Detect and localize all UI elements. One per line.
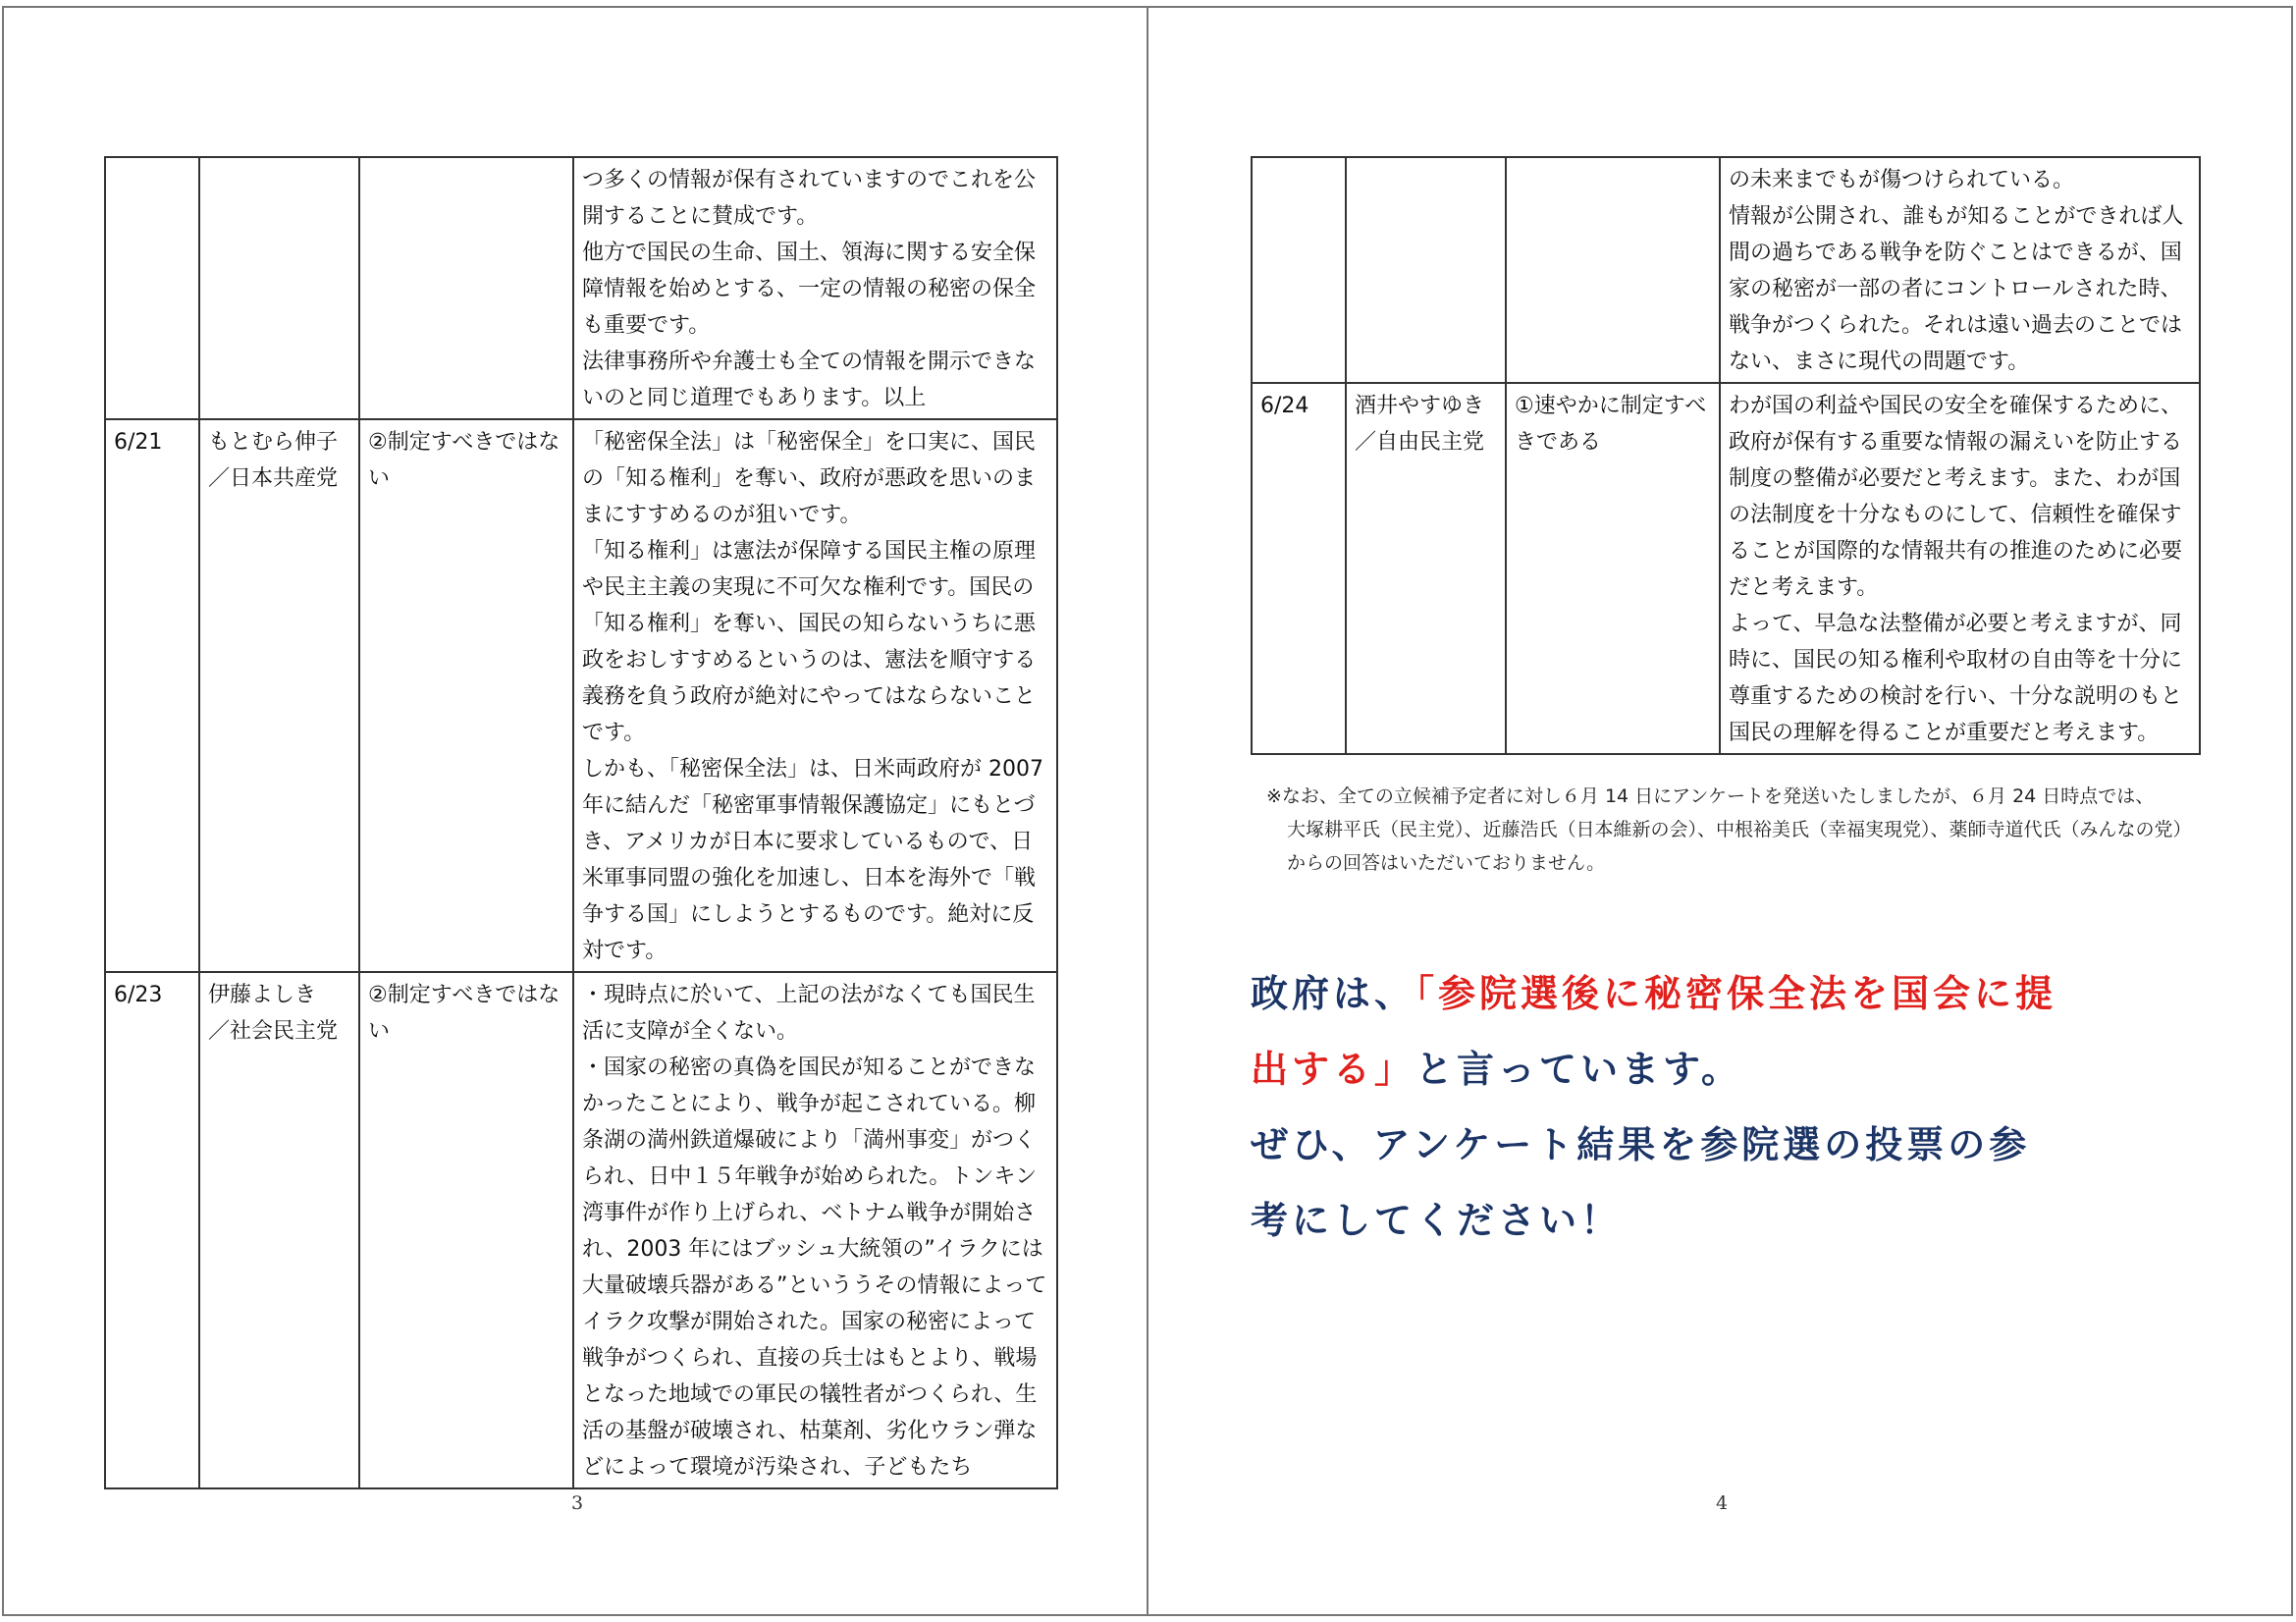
page-3 — [2, 6, 1148, 1616]
answer-paragraph: の未来までもが傷つけられている。 — [1729, 168, 2075, 192]
date-cell — [1252, 157, 1346, 383]
position-cell — [359, 157, 573, 419]
answer-paragraph: ・国家の秘密の真偽を国民が知ることができなかったことにより、戦争が起こされている。柳条湖の満州鉄道爆破により「満州事変」がつくられ、日中１５年戦争が始められた。トンキン湾事件が作り上げられ、ベトナム戦争が開始され、2003 年にはブッシュ大統領の”イラクには大量破壊兵器がある”といううその情報によってイラク攻撃が開始された。国家の秘密によって戦争がつくられ、直接の兵士はもとより、戦場となった地域での軍民の犠牲者がつくられ、生活の基盤が破壊され、枯葉剤、劣化ウラン弾などによって環境が汚染され、子どもたち — [582, 1055, 1047, 1480]
candidate-cell — [1346, 383, 1506, 754]
answer-paragraph: 情報が公開され、誰もが知ることができれば人間の過ちである戦争を防ぐことはできるが、国家の秘密が一部の者にコントロールされた時、戦争がつくられた。それは遠い過去のことではない、まさに現代の問題です。 — [1729, 204, 2184, 374]
callout-line — [1251, 956, 2262, 1032]
callout-line — [1251, 1032, 2262, 1108]
position-cell — [1506, 157, 1720, 383]
survey-table-page-4 — [1251, 156, 2201, 755]
candidate-name: 酒井やすゆき — [1355, 394, 1485, 418]
answer-paragraph: しかも、「秘密保全法」は、日米両政府が 2007 年に結んだ「秘密軍事情報保護協定」にもとづき、アメリカが日本に要求しているもので、日米軍事同盟の強化を加速し、日本を海外で「戦争する国」にしようとするものです。絶対に反対です。 — [582, 757, 1043, 963]
candidate-name: もとむら伸子 — [208, 430, 339, 455]
survey-table-page-3 — [104, 156, 1058, 1489]
table-row — [105, 157, 1057, 419]
answer-paragraph: よって、早急な法整備が必要と考えますが、同時に、国民の知る権利や取材の自由等を十分に尊重するための検討を行い、十分な説明のもと国民の理解を得ることが重要だと考えます。 — [1729, 612, 2183, 745]
answer-paragraph: つ多くの情報が保有されていますのでこれを公開することに賛成です。 — [582, 168, 1037, 229]
callout-message — [1251, 956, 2262, 1259]
table-row — [105, 419, 1057, 972]
non-response-note — [1266, 780, 2248, 880]
candidate-cell — [199, 419, 359, 972]
answer-cell — [1720, 157, 2200, 383]
date-cell: 6/21 — [105, 419, 199, 972]
candidate-party: ／自由民主党 — [1355, 430, 1485, 455]
page-number: 3 — [571, 1492, 584, 1514]
callout-line: 考にしてください！ — [1251, 1199, 1623, 1242]
table-row — [105, 972, 1057, 1488]
position-cell: ②制定すべきではない — [359, 419, 573, 972]
position-cell: ①速やかに制定すべきである — [1506, 383, 1720, 754]
table-row — [1252, 157, 2200, 383]
answer-paragraph: 「知る権利」は憲法が保障する国民主権の原理や民主主義の実現に不可欠な権利です。国民の「知る権利」を奪い、国民の知らないうちに悪政をおしすすめるというのは、憲法を順守する義務を負う政府が絶対にやってはならないことです。 — [582, 539, 1037, 745]
answer-cell — [573, 972, 1057, 1488]
page-4 — [1147, 6, 2293, 1616]
candidate-party: ／社会民主党 — [208, 1019, 339, 1044]
answer-cell — [1720, 383, 2200, 754]
answer-paragraph: 法律事務所や弁護士も全ての情報を開示できないのと同じ道理でもあります。以上 — [582, 350, 1037, 410]
answer-paragraph: 他方で国民の生命、国土、領海に関する安全保障情報を始めとする、一定の情報の秘密の保全も重要です。 — [582, 241, 1037, 338]
date-cell — [105, 157, 199, 419]
note-line: からの回答はいただいておりません。 — [1287, 852, 1606, 874]
note-line: 大塚耕平氏（民主党）、近藤浩氏（日本維新の会）、中根裕美氏（幸福実現党）、薬師寺道代氏（みんなの党） — [1287, 819, 2192, 840]
date-cell: 6/24 — [1252, 383, 1346, 754]
candidate-cell — [1346, 157, 1506, 383]
answer-cell — [573, 419, 1057, 972]
answer-cell — [573, 157, 1057, 419]
callout-text-red: 出する」 — [1251, 1048, 1416, 1091]
note-line: ※なお、全ての立候補予定者に対し６月 14 日にアンケートを発送いたしましたが、６月 24 日時点では、 — [1266, 785, 2155, 807]
callout-text-blue: 政府は、 — [1251, 972, 1416, 1015]
answer-paragraph: 「秘密保全法」は「秘密保全」を口実に、国民の「知る権利」を奪い、政府が悪政を思いのままにすすめるのが狙いです。 — [582, 430, 1037, 527]
candidate-name: 伊藤よしき — [208, 983, 317, 1007]
date-cell: 6/23 — [105, 972, 199, 1488]
callout-text-red: 「参院選後に秘密保全法を国会に提 — [1415, 972, 2057, 1015]
page-number: 4 — [1716, 1492, 1729, 1514]
position-cell: ②制定すべきではない — [359, 972, 573, 1488]
candidate-cell — [199, 157, 359, 419]
candidate-party: ／日本共産党 — [208, 466, 339, 491]
table-row — [1252, 383, 2200, 754]
callout-text-blue: と言っています。 — [1415, 1048, 1742, 1091]
answer-paragraph: ・現時点に於いて、上記の法がなくても国民生活に支障が全くない。 — [582, 983, 1036, 1044]
answer-paragraph: わが国の利益や国民の安全を確保するために、政府が保有する重要な情報の漏えいを防止する制度の整備が必要だと考えます。また、わが国の法制度を十分なものにして、信頼性を確保することが国際的な情報共有の推進のために必要だと考えます。 — [1729, 394, 2183, 600]
candidate-cell — [199, 972, 359, 1488]
callout-line: ぜひ、アンケート結果を参院選の投票の参 — [1251, 1123, 2031, 1166]
